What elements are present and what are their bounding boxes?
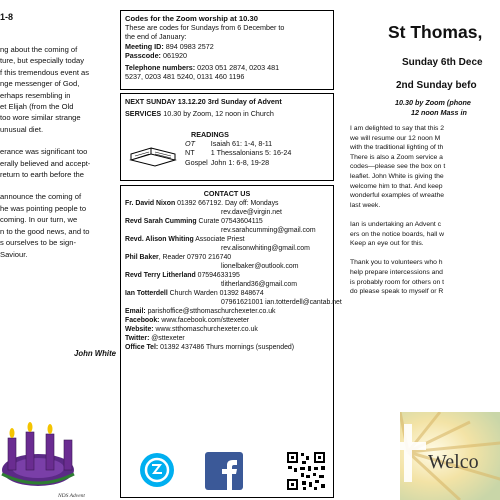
contact-detail[interactable]: rev.dave@virgin.net (221, 209, 282, 216)
contact-row (125, 298, 342, 307)
contact-detail[interactable]: rev.alisonwhiting@gmail.com (221, 245, 310, 252)
letter-line: do please speak to myself or R (350, 288, 444, 296)
left-column (0, 0, 118, 500)
readings-heading: READINGS (191, 130, 229, 139)
contact-row (125, 217, 329, 226)
contact-name: Twitter: (125, 335, 150, 342)
contact-row (125, 208, 329, 217)
contact-row (125, 307, 329, 316)
contact-row (125, 244, 329, 253)
telephone-numbers: 0203 051 2874, 0203 481 (197, 63, 280, 73)
welcome-banner-image (400, 412, 500, 500)
letter-line: There is also a Zoom service a (350, 153, 443, 161)
zoom-heading: Codes for the Zoom worship at 10.30 (125, 14, 258, 23)
contact-row (125, 253, 329, 262)
scripture-reference: 1-8 (0, 12, 14, 22)
reflection-line: s ourselves to be sign- (0, 238, 76, 248)
contact-name: Office Tel: (125, 344, 159, 351)
contact-detail[interactable]: lionelbaker@outlook.com (221, 263, 299, 270)
contact-name: Fr. David Nixon (125, 200, 176, 207)
reflection-line: n to the good news, and to (0, 226, 90, 236)
contact-row (125, 316, 329, 325)
next-sunday-box (120, 93, 334, 181)
reading-ref: Isaiah 61: 1-4, 8-11 (210, 139, 273, 148)
letter-line: Keep an eye out for this. (350, 240, 424, 248)
reading-ref: John 1: 6-8, 19-28 (210, 157, 270, 167)
reading-ref: 1 Thessalonians 5: 16-24 (210, 148, 292, 158)
reflection-line: unusual diet. (0, 124, 44, 134)
welcome-letter (350, 124, 500, 297)
service-date: Sunday 6th Dece (402, 57, 483, 68)
letter-line: last week. (350, 201, 381, 209)
contact-detail: 07594633195 (195, 272, 240, 279)
contact-row (125, 235, 329, 244)
contact-name: Revd. Alison Whiting (125, 236, 194, 243)
contact-detail[interactable]: rev.sarahcumming@gmail.com (221, 227, 316, 234)
right-column (340, 0, 500, 500)
contact-detail[interactable]: www.facebook.com/sttexeter (159, 317, 250, 324)
reflection-line: announce the coming of (0, 192, 82, 202)
sunday-name: 2nd Sunday befo (396, 80, 477, 91)
reflection-line: f this tremendous event as (0, 67, 90, 77)
reflection-line: Saviour. (0, 249, 28, 259)
contact-detail: Curate 07543604115 (196, 218, 263, 225)
reading-book: Gospel (185, 157, 208, 167)
advent-caption: NDS Advent (58, 493, 85, 499)
contact-detail[interactable]: tlitherland36@gmail.com (221, 281, 297, 288)
reflection-line: coming. In our turn, we (0, 215, 78, 225)
reflection-author: John White (73, 349, 116, 358)
contact-row (125, 226, 329, 235)
letter-line: codes—please see the box on t (350, 163, 446, 171)
reading-row (185, 139, 294, 148)
reading-row (185, 148, 294, 157)
reflection-line: too wore similar strange (0, 113, 81, 123)
contact-heading: CONTACT US (203, 189, 251, 198)
contact-name: Website: (125, 326, 154, 333)
services-label: SERVICES (125, 109, 162, 118)
letter-line: Ian is undertaking an Advent c (350, 220, 442, 228)
passcode: 061920 (162, 50, 187, 60)
contact-name: Email: (125, 308, 146, 315)
reflection-text (0, 44, 118, 260)
reflection-line (0, 135, 118, 146)
contact-name: Revd Terry Litherland (125, 272, 196, 279)
telephone-numbers-cont: 5237, 0203 481 5240, 0131 460 1196 (125, 72, 245, 82)
qr-code-icon (285, 450, 327, 492)
reflection-line: he was pointing people to (0, 203, 87, 213)
meeting-id: 894 0983 2572 (165, 41, 214, 51)
welcome-text: Welco (428, 451, 479, 473)
reading-book: OT (185, 139, 195, 148)
letter-line (350, 210, 500, 220)
letter-line: help prepare intercessions and (350, 268, 443, 276)
social-icons (127, 448, 331, 494)
services-text: 10.30 by Zoom, 12 noon in Church (163, 109, 274, 118)
contact-row (125, 199, 329, 208)
reflection-line: nge messenger of God, (0, 79, 80, 89)
contact-row (125, 262, 329, 271)
letter-line: welcome him to that. And keep (350, 182, 443, 190)
reflection-line: ng about the coming of (0, 45, 78, 54)
letter-line: wonderful examples of wreathe (350, 192, 445, 200)
contact-detail[interactable]: www.stthomaschurchexeter.co.uk (153, 326, 258, 333)
church-title: St Thomas, (388, 22, 483, 42)
telephone-label: Telephone numbers: (125, 63, 196, 73)
middle-column (118, 0, 342, 500)
reading-row (185, 158, 294, 167)
letter-line: is probably room for others on t (350, 278, 445, 286)
contact-row (125, 280, 329, 289)
contact-detail[interactable]: 07961621001 ian.totterdell@cantab.net (221, 299, 342, 306)
contact-name: Facebook: (125, 317, 160, 324)
letter-line: ers on the notice boards, hall w (350, 230, 445, 238)
contact-detail: Associate Priest (193, 236, 245, 243)
facebook-icon (205, 452, 243, 490)
advent-wreath-image (0, 408, 118, 500)
reflection-line: ture, but especially today (0, 56, 85, 66)
letter-line: we will resume our 12 noon M (350, 134, 441, 142)
contact-detail: , Reader 07970 216740 (158, 254, 232, 261)
contact-detail: 01392 437486 Thurs mornings (suspended) (158, 344, 295, 351)
contact-row (125, 334, 329, 343)
next-sunday-heading: NEXT SUNDAY 13.12.20 3rd Sunday of Advent (125, 97, 282, 106)
reflection-line: return to earth before the (0, 170, 85, 180)
contact-detail: 01392 667192. Day off: Mondays (175, 200, 279, 207)
contact-detail[interactable]: parishoffice@stthomaschurchexeter.co.uk (145, 308, 276, 315)
reflection-line: et Elijah (from the Old (0, 102, 74, 112)
zoom-service-line: 10.30 by Zoom (phone (395, 98, 471, 107)
contact-list (125, 199, 342, 352)
reading-book: NT (185, 148, 195, 158)
contact-row (125, 325, 329, 334)
passcode-label: Passcode: (125, 50, 161, 60)
meeting-id-label: Meeting ID: (125, 41, 164, 51)
reflection-line: erally believed and accept- (0, 158, 91, 168)
skype-icon (140, 453, 174, 487)
reflection-line: erhaps resembling in (0, 90, 71, 100)
reflection-line (0, 180, 118, 191)
contact-us-box (120, 185, 342, 498)
contact-detail: Church Warden 01392 848674 (167, 290, 264, 297)
contact-detail[interactable]: @sttexeter (149, 335, 185, 342)
contact-row (125, 289, 329, 298)
letter-line: with the traditional lighting of th (350, 144, 444, 152)
contact-row (125, 343, 329, 352)
letter-line: leaflet. John White is giving the (350, 172, 444, 180)
letter-line (350, 249, 500, 259)
letter-line: I am delighted to say that this 2 (350, 125, 445, 132)
mass-line: 12 noon Mass in (411, 108, 467, 117)
contact-row (125, 271, 329, 280)
letter-line: Thank you to volunteers who h (350, 259, 443, 267)
zoom-codes-box (120, 10, 334, 90)
zoom-intro-line: These are codes for Sundays from 6 December to (125, 23, 285, 33)
reflection-line: erance was significant too (0, 147, 88, 157)
bible-icon (127, 134, 179, 168)
contact-name: Ian Totterdell (125, 290, 168, 297)
contact-name: Revd Sarah Cumming (125, 218, 197, 225)
zoom-intro-line: the end of January: (125, 32, 187, 42)
contact-name: Phil Baker (125, 254, 159, 261)
